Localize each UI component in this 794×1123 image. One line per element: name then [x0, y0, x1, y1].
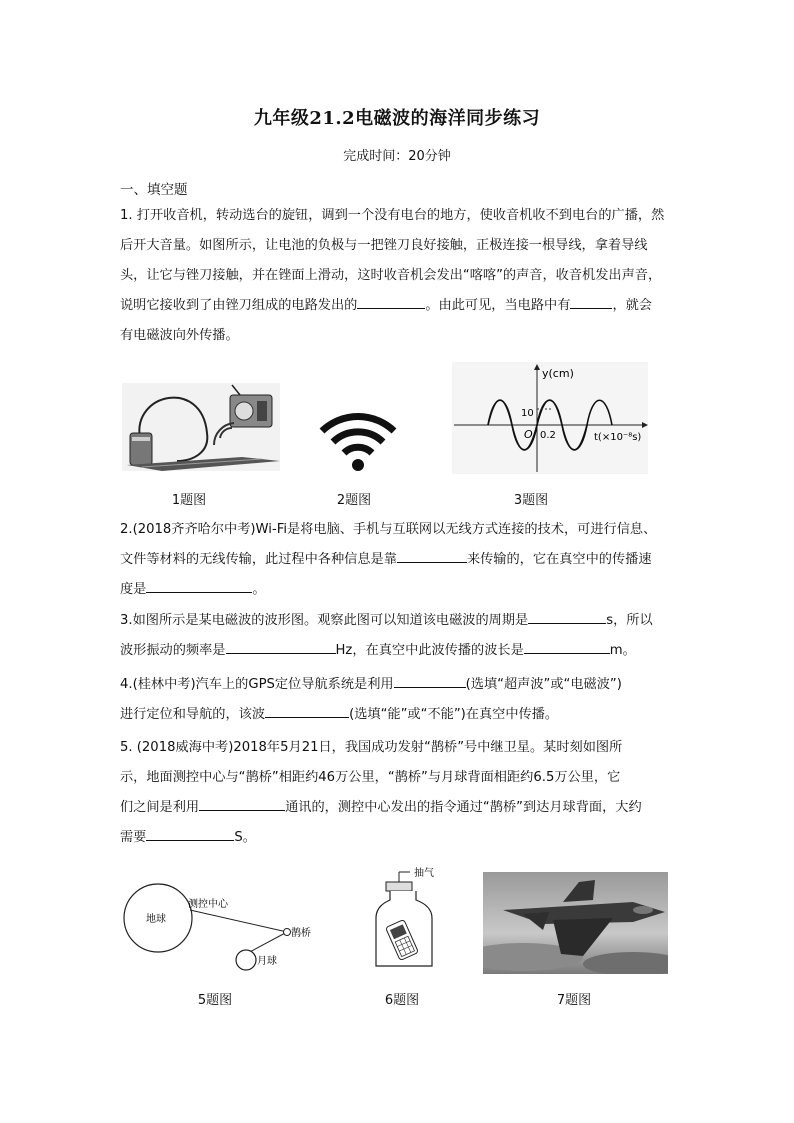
q1-text: 。由此可见，当电路中有 [425, 298, 571, 313]
answer-blank[interactable] [357, 294, 425, 309]
answer-blank[interactable] [528, 609, 606, 624]
origin-label: O [524, 428, 533, 441]
section-heading: 一、填空题 [120, 182, 188, 198]
q2-line [120, 575, 680, 605]
question-5 [120, 733, 680, 853]
q1-line: 后开大音量。如图所示，让电池的负极与一把锉刀良好接触，正极连接一根导线，拿着导线 [120, 238, 648, 253]
control-center-label: 测控中心 [188, 899, 228, 910]
x-axis-label: t(×10⁻⁸s) [594, 432, 642, 443]
q4-text: (选填“能”或“不能”)在真空中传播。 [349, 707, 559, 722]
q3-text: s，所以 [606, 613, 653, 628]
q5-text: S。 [234, 830, 256, 845]
figure-6-caption: 6题图 [384, 993, 420, 1008]
q1-text: 说明它接收到了由锉刀组成的电路发出的 [120, 298, 358, 313]
answer-blank[interactable] [265, 703, 349, 718]
page-title: 九年级21.2电磁波的海洋同步练习 [253, 108, 541, 129]
q5-text: 需要 [120, 830, 147, 845]
q1-line: 1. 打开收音机，转动选台的旋钮，调到一个没有电台的地方，使收音机收不到电台的广播，然 [120, 208, 665, 223]
pump-label: 抽气 [414, 868, 434, 879]
q5-line [120, 823, 680, 853]
q5-line: 5. (2018威海中考)2018年5月21日，我国成功发射“鹊桥”号中继卫星。某时刻如图所 [120, 740, 623, 755]
y-axis-label: y(cm) [542, 367, 574, 380]
q4-text: (选填“超声波”或“电磁波”) [465, 677, 622, 692]
moon-label: 月球 [257, 956, 277, 967]
q5-text: 通讯的，测控中心发出的指令通过“鹊桥”到达月球背面，大约 [285, 800, 642, 815]
relay-label: 鹊桥 [291, 928, 311, 939]
q4-text: 4.(桂林中考)汽车上的GPS定位导航系统是利用 [120, 677, 394, 692]
question-3 [120, 606, 680, 666]
figure-7-jet-photo [483, 872, 668, 974]
q1-line [120, 291, 680, 321]
q2-text: 。 [252, 582, 266, 597]
q3-text: 波形振动的频率是 [120, 643, 226, 658]
figure-1-caption: 1题图 [171, 493, 207, 508]
figure-7-caption: 7题图 [556, 993, 592, 1008]
q5-line [120, 793, 680, 823]
figure-5-caption: 5题图 [197, 993, 233, 1008]
completion-time: 完成时间：20分钟 [343, 149, 451, 164]
answer-blank[interactable] [570, 294, 612, 309]
figure-3-wave-graph [452, 362, 648, 474]
question-1 [120, 201, 680, 351]
q3-line [120, 606, 680, 636]
q4-line [120, 670, 680, 700]
q1-line: 头，让它与锉刀接触，并在锉面上滑动，这时收音机会发出“喀喀”的声音，收音机发出声音， [120, 268, 662, 283]
earth-label: 地球 [146, 914, 166, 925]
y-tick-label: 10 [521, 408, 534, 419]
answer-blank[interactable] [394, 673, 466, 688]
q1-text: ，就会 [612, 298, 652, 313]
answer-blank[interactable] [146, 578, 252, 593]
q2-line [120, 545, 680, 575]
q5-line: 示，地面测控中心与“鹊桥”相距约46万公里，“鹊桥”与月球背面相距约6.5万公里，它 [120, 770, 621, 785]
figure-3-caption: 3题图 [513, 493, 549, 508]
answer-blank[interactable] [146, 826, 234, 841]
q3-text: m。 [609, 643, 636, 658]
q3-text: Hz，在真空中此波传播的波长是 [335, 643, 524, 658]
q3-line [120, 636, 680, 666]
x-tick-label: 0.2 [540, 430, 556, 441]
question-2 [120, 515, 680, 605]
q4-text: 进行定位和导航的，该波 [120, 707, 266, 722]
q1-line: 有电磁波向外传播。 [120, 328, 239, 343]
figure-6-phone-jar [370, 862, 450, 970]
figure-1-circuit [122, 383, 280, 471]
figure-2-caption: 2题图 [336, 493, 372, 508]
wifi-icon [318, 405, 398, 473]
q3-text: 3.如图所示是某电磁波的波形图。观察此图可以知道该电磁波的周期是 [120, 613, 529, 628]
answer-blank[interactable] [524, 639, 610, 654]
q2-text: 度是 [120, 582, 147, 597]
q4-line [120, 700, 680, 730]
q2-text: 文件等材料的无线传输，此过程中各种信息是靠 [120, 552, 397, 567]
answer-blank[interactable] [226, 639, 336, 654]
question-4 [120, 670, 680, 730]
figure-5-earth-moon [120, 876, 320, 976]
q2-line: 2.(2018齐齐哈尔中考)Wi-Fi是将电脑、手机与互联网以无线方式连接的技术，可进行信息、 [120, 522, 657, 537]
answer-blank[interactable] [397, 548, 467, 563]
q2-text: 来传输的，它在真空中的传播速 [466, 552, 652, 567]
q5-text: 们之间是利用 [120, 800, 200, 815]
answer-blank[interactable] [199, 796, 285, 811]
